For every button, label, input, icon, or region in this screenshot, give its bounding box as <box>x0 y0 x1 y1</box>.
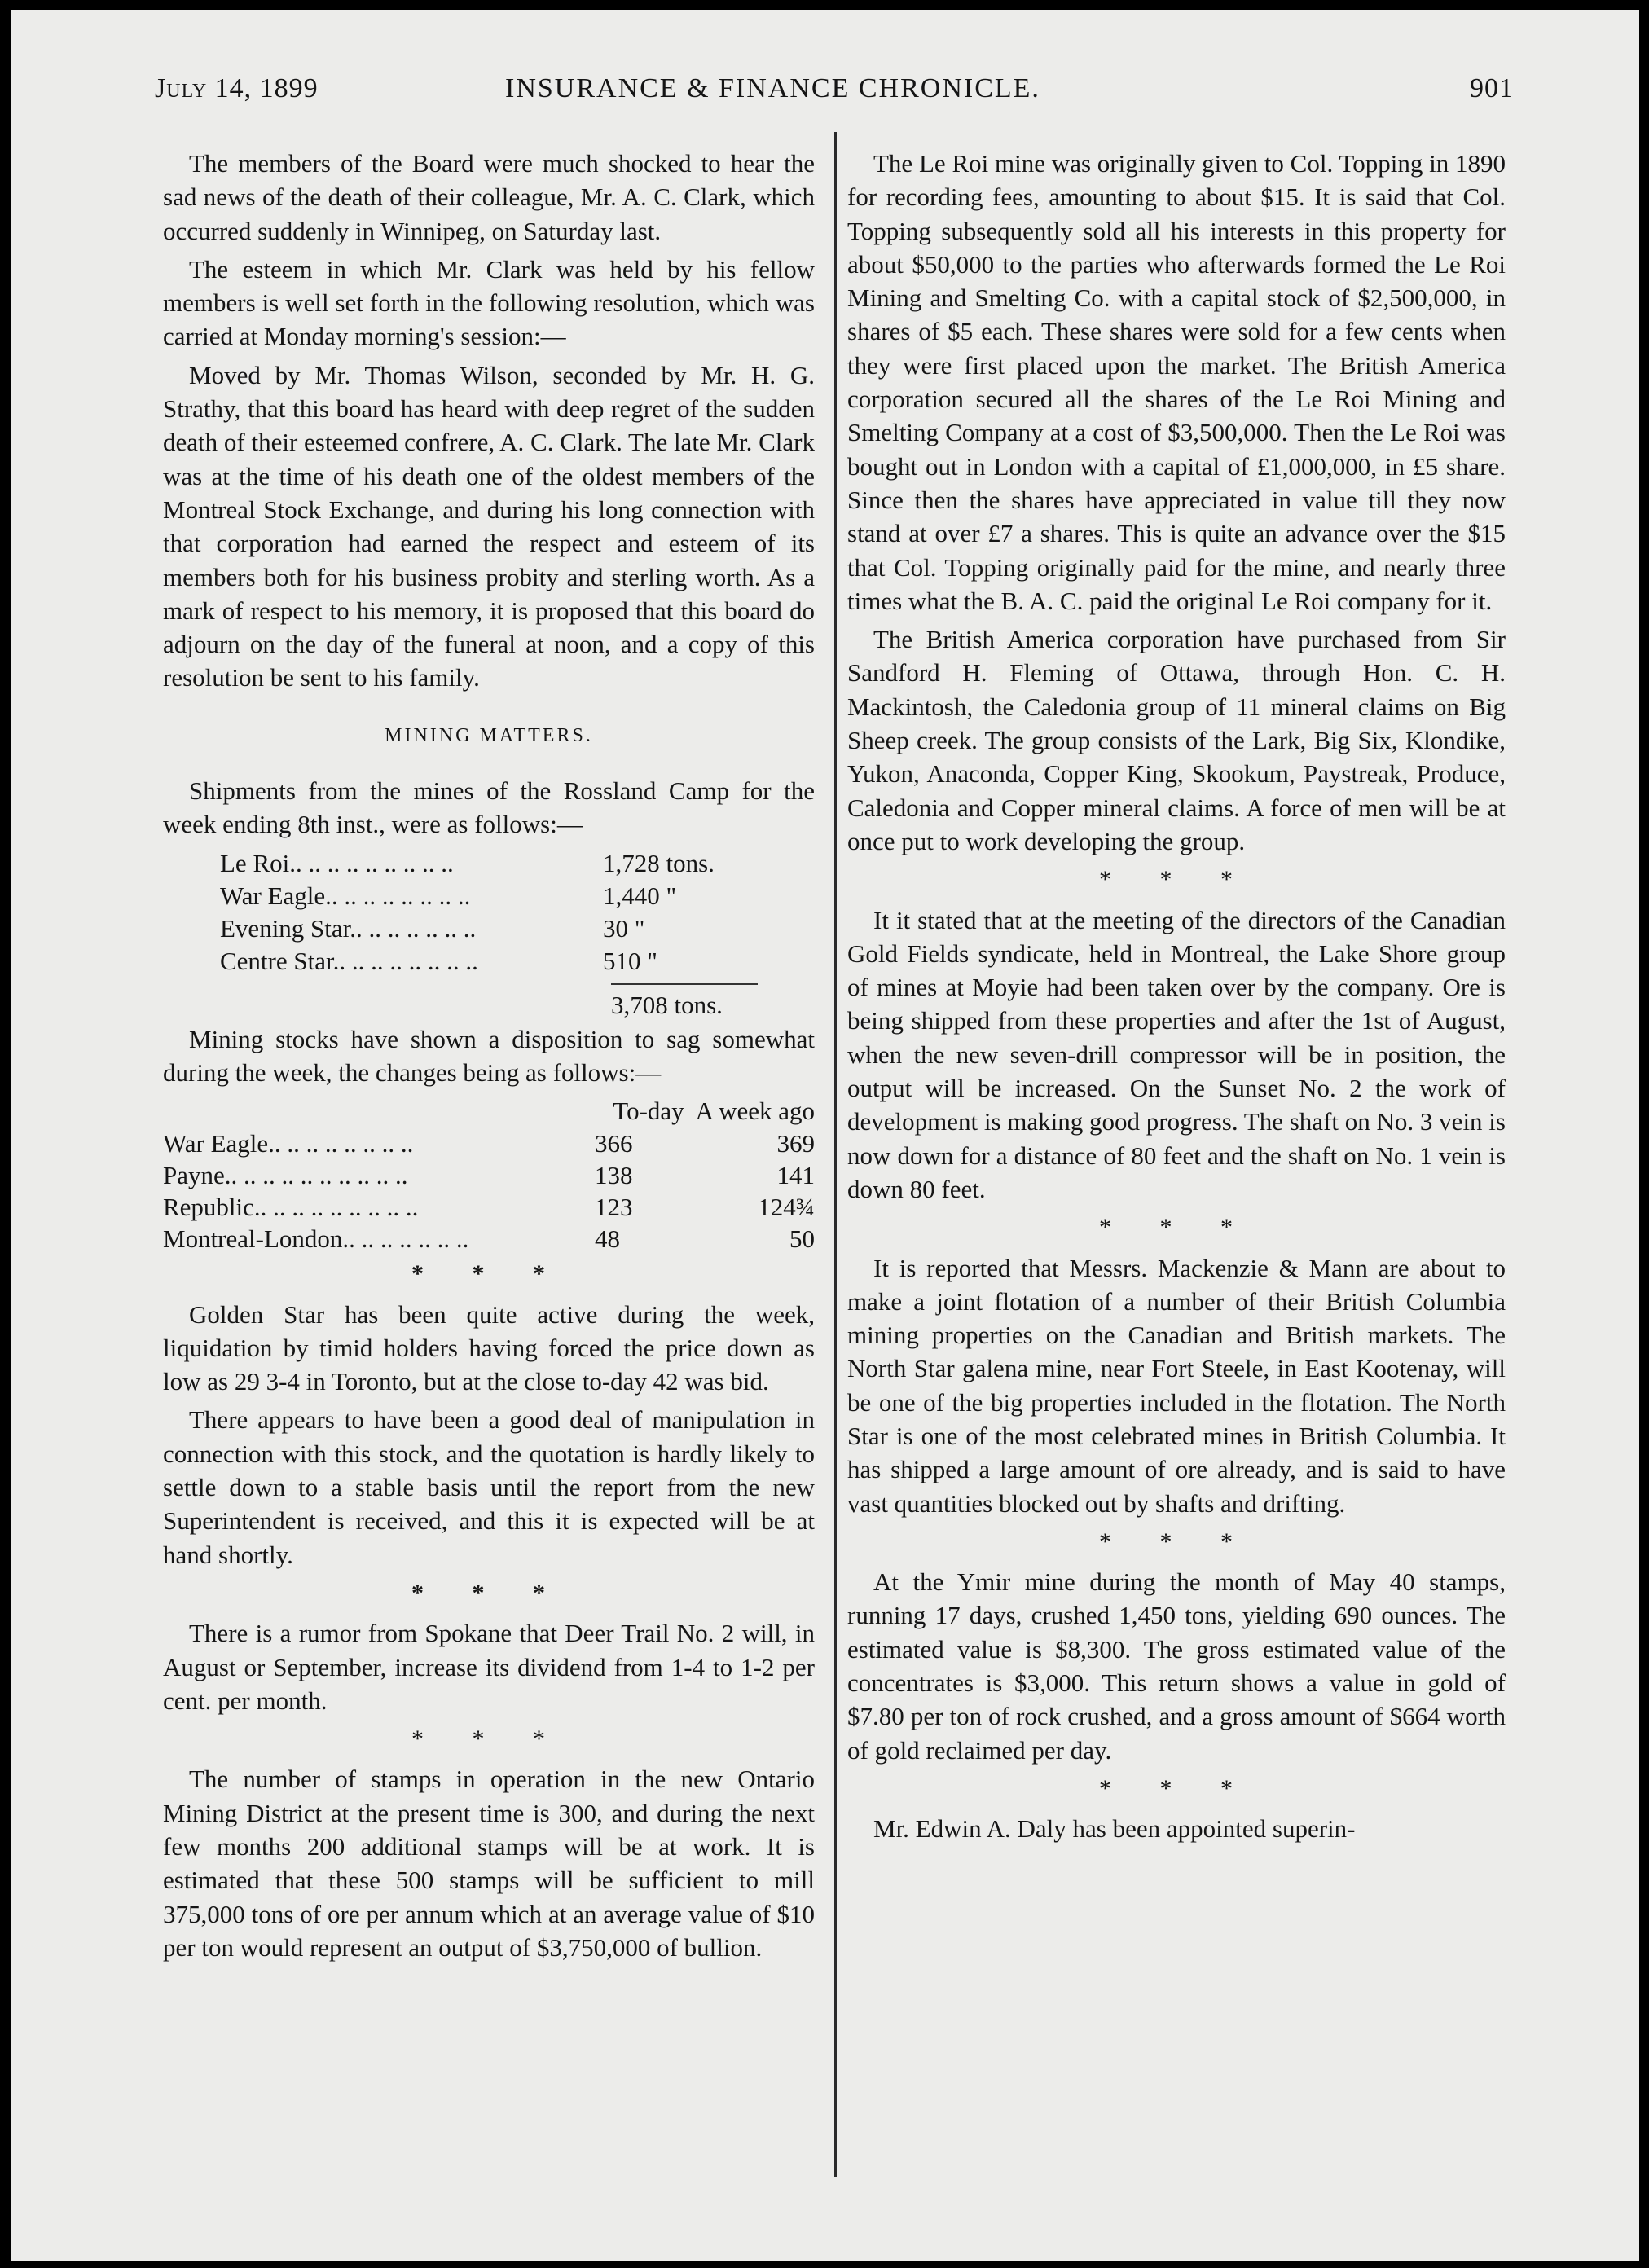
paragraph: There is a rumor from Spokane that Deer Trail No. 2 will, in August or September, increase its dividend from 1-4 to 1-2 per cent. per month. <box>163 1619 815 1715</box>
stock-name: Payne.. .. .. .. .. .. .. .. .. .. <box>163 1161 408 1190</box>
paragraph: Golden Star has been quite active during the week, liquidation by timid holders having forced the price down as low as 29 3-4 in Toronto, but at the close to-day 42 was bid. <box>163 1299 815 1396</box>
stock-changes-table <box>163 1094 815 1254</box>
section-separator: * * * <box>1099 1774 1254 1802</box>
column-divider <box>834 132 837 2177</box>
paragraph: The members of the Board were much shocked to hear the sad news of the death of their colleague, Mr. A. C. Clark, which occurred suddenly in Winnipeg, on Saturday last. <box>163 149 815 245</box>
price-today: 366 <box>595 1129 633 1158</box>
section-separator: * * * <box>1099 866 1254 894</box>
price-today: 48 <box>595 1224 620 1254</box>
shipment-row <box>220 879 758 912</box>
paragraph: The Le Roi mine was originally given to Col. Topping in 1890 for recording fees, amounting to about $15. It is said that Col. Topping subsequently sold all his interests in this property for about $50,000 to the parties who afterwards formed the Le Roi Mining and Smelting Co. with a capital stock of $2,500,000, in shares of $5 each. These shares were sold for a few cents when they were first placed upon the market. The British America corporation secured all the shares of the Le Roi Mining and Smelting Company at a cost of $3,500,000. Then the Le Roi was bought out in London with a capital of £1,000,000, in £5 share. Since then the shares have appreciated in value till they now stand at over £7 a shares. This is quite an advance over the $15 that Col. Topping originally paid for the mine, and nearly three times what the B. A. C. paid the original Le Roi company for it. <box>847 149 1506 615</box>
paragraph: Mining stocks have shown a disposition to sag somewhat during the week, the changes being as follows:— <box>163 1024 815 1087</box>
shipments-total: 3,708 tons. <box>611 990 723 1019</box>
paragraph: Shipments from the mines of the Rossland Camp for the week ending 8th inst., were as follows:— <box>163 776 815 839</box>
paragraph: The British America corporation have purchased from Sir Sandford H. Fleming of Ottawa, through Hon. C. H. Mackintosh, the Caledonia group of 11 mineral claims on Big Sheep creek. The group consists of the Lark, Big Six, Klondike, Yukon, Anaconda, Copper King, Skookum, Paystreak, Produce, Caledonia and Copper mineral claims. A force of men will be at once put to work developing the group. <box>847 625 1506 855</box>
tonnage: 30 " <box>603 913 645 943</box>
paragraph: The esteem in which Mr. Clark was held by his fellow members is well set forth in the following resolution, which was carried at Monday morning's session:— <box>163 254 815 351</box>
shipment-row <box>220 944 758 977</box>
stock-table-header <box>163 1094 815 1127</box>
page-number: 901 <box>1470 73 1514 103</box>
tonnage: 1,440 " <box>603 881 677 910</box>
price-today: 123 <box>595 1193 633 1222</box>
section-separator: * * * <box>411 1725 566 1753</box>
tonnage: 1,728 tons. <box>603 848 715 877</box>
tonnage: 510 " <box>603 946 657 975</box>
stock-name: Republic.. .. .. .. .. .. .. .. .. <box>163 1193 419 1222</box>
mine-name: War Eagle.. .. .. .. .. .. .. .. <box>220 881 471 910</box>
section-separator: * * * <box>411 1579 566 1606</box>
paragraph: Moved by Mr. Thomas Wilson, seconded by Mr. H. G. Strathy, that this board has heard with deep regret of the sudden death of their esteemed confrere, A. C. Clark. The late Mr. Clark was at the time of his death one of the oldest members of the Montreal Stock Exchange, and during his long connection with that corporation had earned the respect and esteem of its members both for his business probity and sterling worth. As a mark of respect to his memory, it is proposed that this board do adjourn on the day of the funeral at noon, and a copy of this resolution be sent to his family. <box>163 360 815 692</box>
mine-name: Le Roi.. .. .. .. .. .. .. .. .. <box>220 848 454 877</box>
stock-row <box>163 1190 815 1222</box>
stock-row <box>163 1127 815 1158</box>
header-date: July 14, 1899 <box>155 73 319 103</box>
section-separator: * * * <box>1099 1214 1254 1242</box>
paragraph: Mr. Edwin A. Daly has been appointed superin- <box>873 1814 1356 1844</box>
column-header-week-ago: A week ago <box>695 1097 815 1126</box>
price-week-ago: 124¾ <box>758 1193 815 1222</box>
paragraph: There appears to have been a good deal of manipulation in connection with this stock, and the quotation is hardly likely to settle down to a stable basis until the report from the new Superintendent is received, and this it is expected will be at hand shortly. <box>163 1405 815 1569</box>
page-header <box>155 73 1514 114</box>
mine-name: Centre Star.. .. .. .. .. .. .. .. <box>220 946 478 975</box>
section-heading: MINING MATTERS. <box>385 724 593 746</box>
shipments-table <box>220 846 758 1022</box>
price-week-ago: 369 <box>776 1129 815 1158</box>
section-separator: * * * <box>411 1260 566 1288</box>
paragraph: The number of stamps in operation in the new Ontario Mining District at the present time is 300, and during the next few months 200 additional stamps will be at work. It is estimated that these 500 stamps will be sufficient to mill 375,000 tons of ore per annum which at an average value of $10 per ton would represent an output of $3,750,000 of bullion. <box>163 1765 815 1962</box>
right-column <box>847 147 1506 1851</box>
paragraph: It is reported that Messrs. Mackenzie & Mann are about to make a joint flotation of a number of their British Columbia mining properties on the Canadian and British markets. The North Star galena mine, near Fort Steele, in East Kootenay, will be one of the big properties included in the flotation. The North Star is one of the most celebrated mines in British Columbia. It has shipped a large amount of ore already, and is said to have vast quantities blocked out by shafts and drifting. <box>847 1253 1506 1518</box>
price-week-ago: 141 <box>776 1161 815 1190</box>
shipment-row <box>220 912 758 944</box>
stock-name: War Eagle.. .. .. .. .. .. .. .. <box>163 1129 414 1158</box>
stock-name: Montreal-London.. .. .. .. .. .. .. <box>163 1224 469 1254</box>
column-header-today: To-day <box>613 1097 684 1126</box>
stock-row <box>163 1158 815 1190</box>
mine-name: Evening Star.. .. .. .. .. .. .. <box>220 913 477 943</box>
publication-title: INSURANCE & FINANCE CHRONICLE. <box>505 73 1040 103</box>
paragraph: At the Ymir mine during the month of May 40 stamps, running 17 days, crushed 1,450 tons, yielding 690 ounces. The estimated value is $8,300. The gross estimated value of the concentrates is $3,000. This return shows a value in gold of $7.80 per ton of rock crushed, and a gross amount of $664 worth of gold reclaimed per day. <box>847 1567 1506 1765</box>
paragraph: It it stated that at the meeting of the directors of the Canadian Gold Fields syndicate, held in Montreal, the Lake Shore group of mines at Moyie had been taken over by the company. Ore is being shipped from these properties and after the 1st of August, when the new seven-drill compressor will be in position, the output will be increased. On the Sunset No. 2 the work of development is making good progress. The shaft on No. 3 vein is now down for a distance of 80 feet and the shaft on No. 1 vein is down 80 feet. <box>847 905 1506 1203</box>
price-week-ago: 50 <box>789 1224 815 1254</box>
page-sheet <box>11 10 1639 2261</box>
left-column <box>163 147 815 1969</box>
section-separator: * * * <box>1099 1527 1254 1555</box>
stock-row <box>163 1222 815 1254</box>
shipment-row <box>220 846 758 879</box>
price-today: 138 <box>595 1161 633 1190</box>
